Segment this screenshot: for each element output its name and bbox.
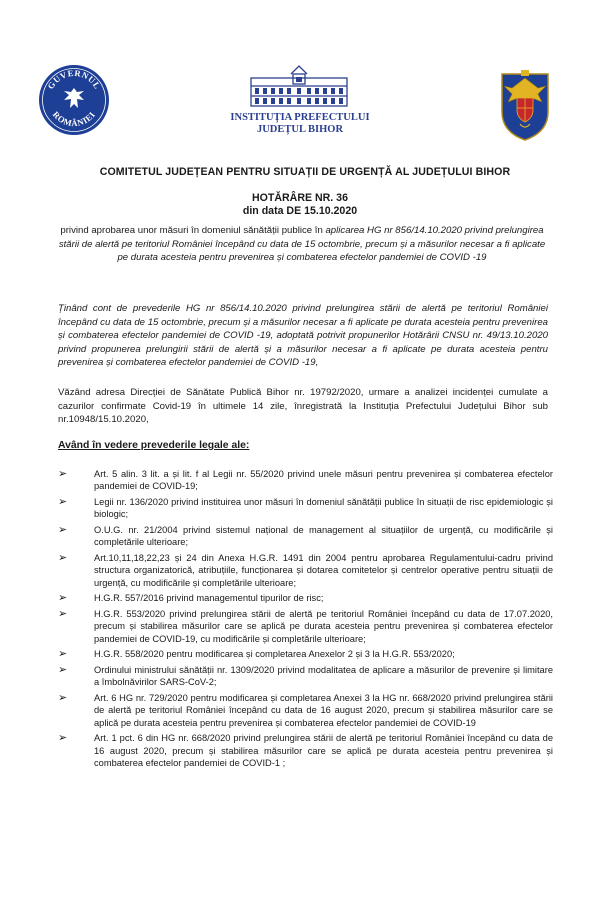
decision-subject-rest: aplicarea HG nr 856/14.10.2020 privind prelungirea stării de alertă pe teritoriul României începând cu data de 15 octombrie, precum și a măsurilor necesar a fi aplicate pe durata acesteia pentru prevenirea și combaterea efectelor pandemiei de COVID -19 bbox=[58, 225, 546, 263]
arrow-bullet-icon: ➢ bbox=[58, 664, 68, 676]
list-item-text: Art. 5 alin. 3 lit. a și lit. f al Legii nr. 55/2020 privind unele măsuri pentru prevenirea și combaterea efectelor pandemiei de COVID-19; bbox=[94, 469, 553, 492]
arrow-bullet-icon: ➢ bbox=[58, 732, 68, 745]
decision-title: HOTĂRÂRE NR. 36 bbox=[252, 192, 348, 204]
list-item-text: H.G.R. 558/2020 pentru modificarea și completarea Anexelor 2 și 3 la H.G.R. 553/2020; bbox=[94, 649, 455, 660]
institution-name-line2: JUDEȚUL BIHOR bbox=[256, 124, 344, 135]
decision-date: din data DE 15.10.2020 bbox=[242, 205, 358, 217]
arrow-bullet-icon: ➢ bbox=[58, 468, 68, 480]
legal-basis-list bbox=[58, 468, 553, 773]
arrow-bullet-icon: ➢ bbox=[58, 496, 68, 508]
list-item-text: H.G.R. 553/2020 privind prelungirea stării de alertă pe teritoriul României începând cu data de 17.07.2020, precum și stabilirea măsurilor care se aplică pe durata acesteia pentru prevenirea și combaterea efectelor pandemiei de COVID-19, cu modificările și completările ulterioare; bbox=[94, 609, 553, 644]
list-item-text: Art. 1 pct. 6 din HG nr. 668/2020 privind prelungirea stării de alertă pe teritoriul României începând cu data de 16 august 2020, precum și stabilirea măsurilor care se aplică pe durata acesteia pentru prevenirea și combaterea efectelor pandemiei de COVID-1 ; bbox=[94, 733, 553, 769]
list-item bbox=[58, 648, 553, 660]
arrow-bullet-icon: ➢ bbox=[58, 692, 68, 704]
list-item bbox=[58, 732, 553, 769]
list-item bbox=[58, 496, 553, 521]
decision-subject-lead: privind aprobarea unor măsuri în domeniul sănătății publice în bbox=[60, 225, 323, 236]
list-item bbox=[58, 524, 553, 549]
legal-basis-heading: Având în vedere prevederile legale ale: bbox=[58, 440, 250, 451]
svg-text:GUVERNUL: GUVERNUL bbox=[45, 67, 103, 91]
list-item bbox=[58, 664, 553, 689]
list-item-text: Art. 6 HG nr. 729/2020 pentru modificarea și completarea Anexei 3 la HG nr. 668/2020 privind prelungirea stării de alertă pe teritoriul României începând cu data de 16 august 2020, precum și stabilirea măsurilor care se aplică pe durata acesteia pentru prevenirea și combaterea efectelor pandemiei de COVID-19 bbox=[94, 693, 553, 728]
decision-subject bbox=[58, 224, 546, 265]
government-seal-logo bbox=[38, 64, 110, 136]
arrow-bullet-icon: ➢ bbox=[58, 648, 68, 661]
svg-text:ROMÂNIEI: ROMÂNIEI bbox=[50, 109, 98, 129]
list-item-text: Art.10,11,18,22,23 și 24 din Anexa H.G.R. 1491 din 2004 pentru aprobarea Regulamentului-cadru privind structura organizatorică, atribuțiile, funcționarea și dotarea comitetelor și centrelor operative pentru situații de urgență, cu modificările și completările ulterioare; bbox=[94, 553, 553, 588]
prefecture-building-logo bbox=[247, 64, 351, 108]
list-item bbox=[58, 552, 553, 589]
committee-name: COMITETUL JUDEȚEAN PENTRU SITUAȚII DE URGENȚĂ AL JUDEȚULUI BIHOR bbox=[99, 166, 511, 178]
institution-name-line1: INSTITUȚIA PREFECTULUI bbox=[230, 112, 370, 123]
address-paragraph: Văzând adresa Direcției de Sănătate Publică Bihor nr. 19792/2020, urmare a analizei incidenței cumulate a cazurilor confirmate Covid-19 în ultimele 14 zile, înregistrată la Instituția Prefectului Județului Bihor sub nr.10948/15.10.2020, bbox=[58, 387, 548, 425]
arrow-bullet-icon: ➢ bbox=[58, 592, 68, 605]
list-item-text: Ordinului ministrului sănătății nr. 1309/2020 privind modalitatea de aplicare a măsurilor de prevenire și limitare a îmbolnăvirilor SARS-CoV-2; bbox=[94, 665, 553, 688]
coat-of-arms-logo bbox=[498, 68, 552, 142]
list-item-text: H.G.R. 557/2016 privind managementul tipurilor de risc; bbox=[94, 593, 324, 604]
list-item bbox=[58, 608, 553, 645]
list-item bbox=[58, 592, 553, 604]
considering-paragraph: Ținând cont de prevederile HG nr 856/14.10.2020 privind prelungirea stării de alertă pe teritoriul României începând cu data de 15 octombrie, precum și a măsurilor necesar a fi aplicate pe durata acesteia pentru prevenirea și combaterea efectelor pandemiei de COVID -19, adoptată potrivit propunerilor Hotărârii CNSU nr. 49/13.10.2020 privind propunerea prelungirii stării de alertă și a măsurilor necesar a fi aplicate pe durata acesteia pentru prevenirea și combaterea efectelor pandemiei de COVID -19, bbox=[58, 303, 548, 368]
arrow-bullet-icon: ➢ bbox=[58, 524, 68, 536]
list-item bbox=[58, 692, 553, 729]
list-item-text: Legii nr. 136/2020 privind instituirea unor măsuri în domeniul sănătății publice în situații de risc epidemiologic și biologic; bbox=[94, 497, 553, 520]
list-item bbox=[58, 468, 553, 493]
arrow-bullet-icon: ➢ bbox=[58, 552, 68, 564]
institution-name bbox=[210, 112, 390, 136]
arrow-bullet-icon: ➢ bbox=[58, 608, 68, 620]
list-item-text: O.U.G. nr. 21/2004 privind sistemul național de management al situațiilor de urgență, cu modificările și completările ulterioare; bbox=[94, 525, 553, 548]
